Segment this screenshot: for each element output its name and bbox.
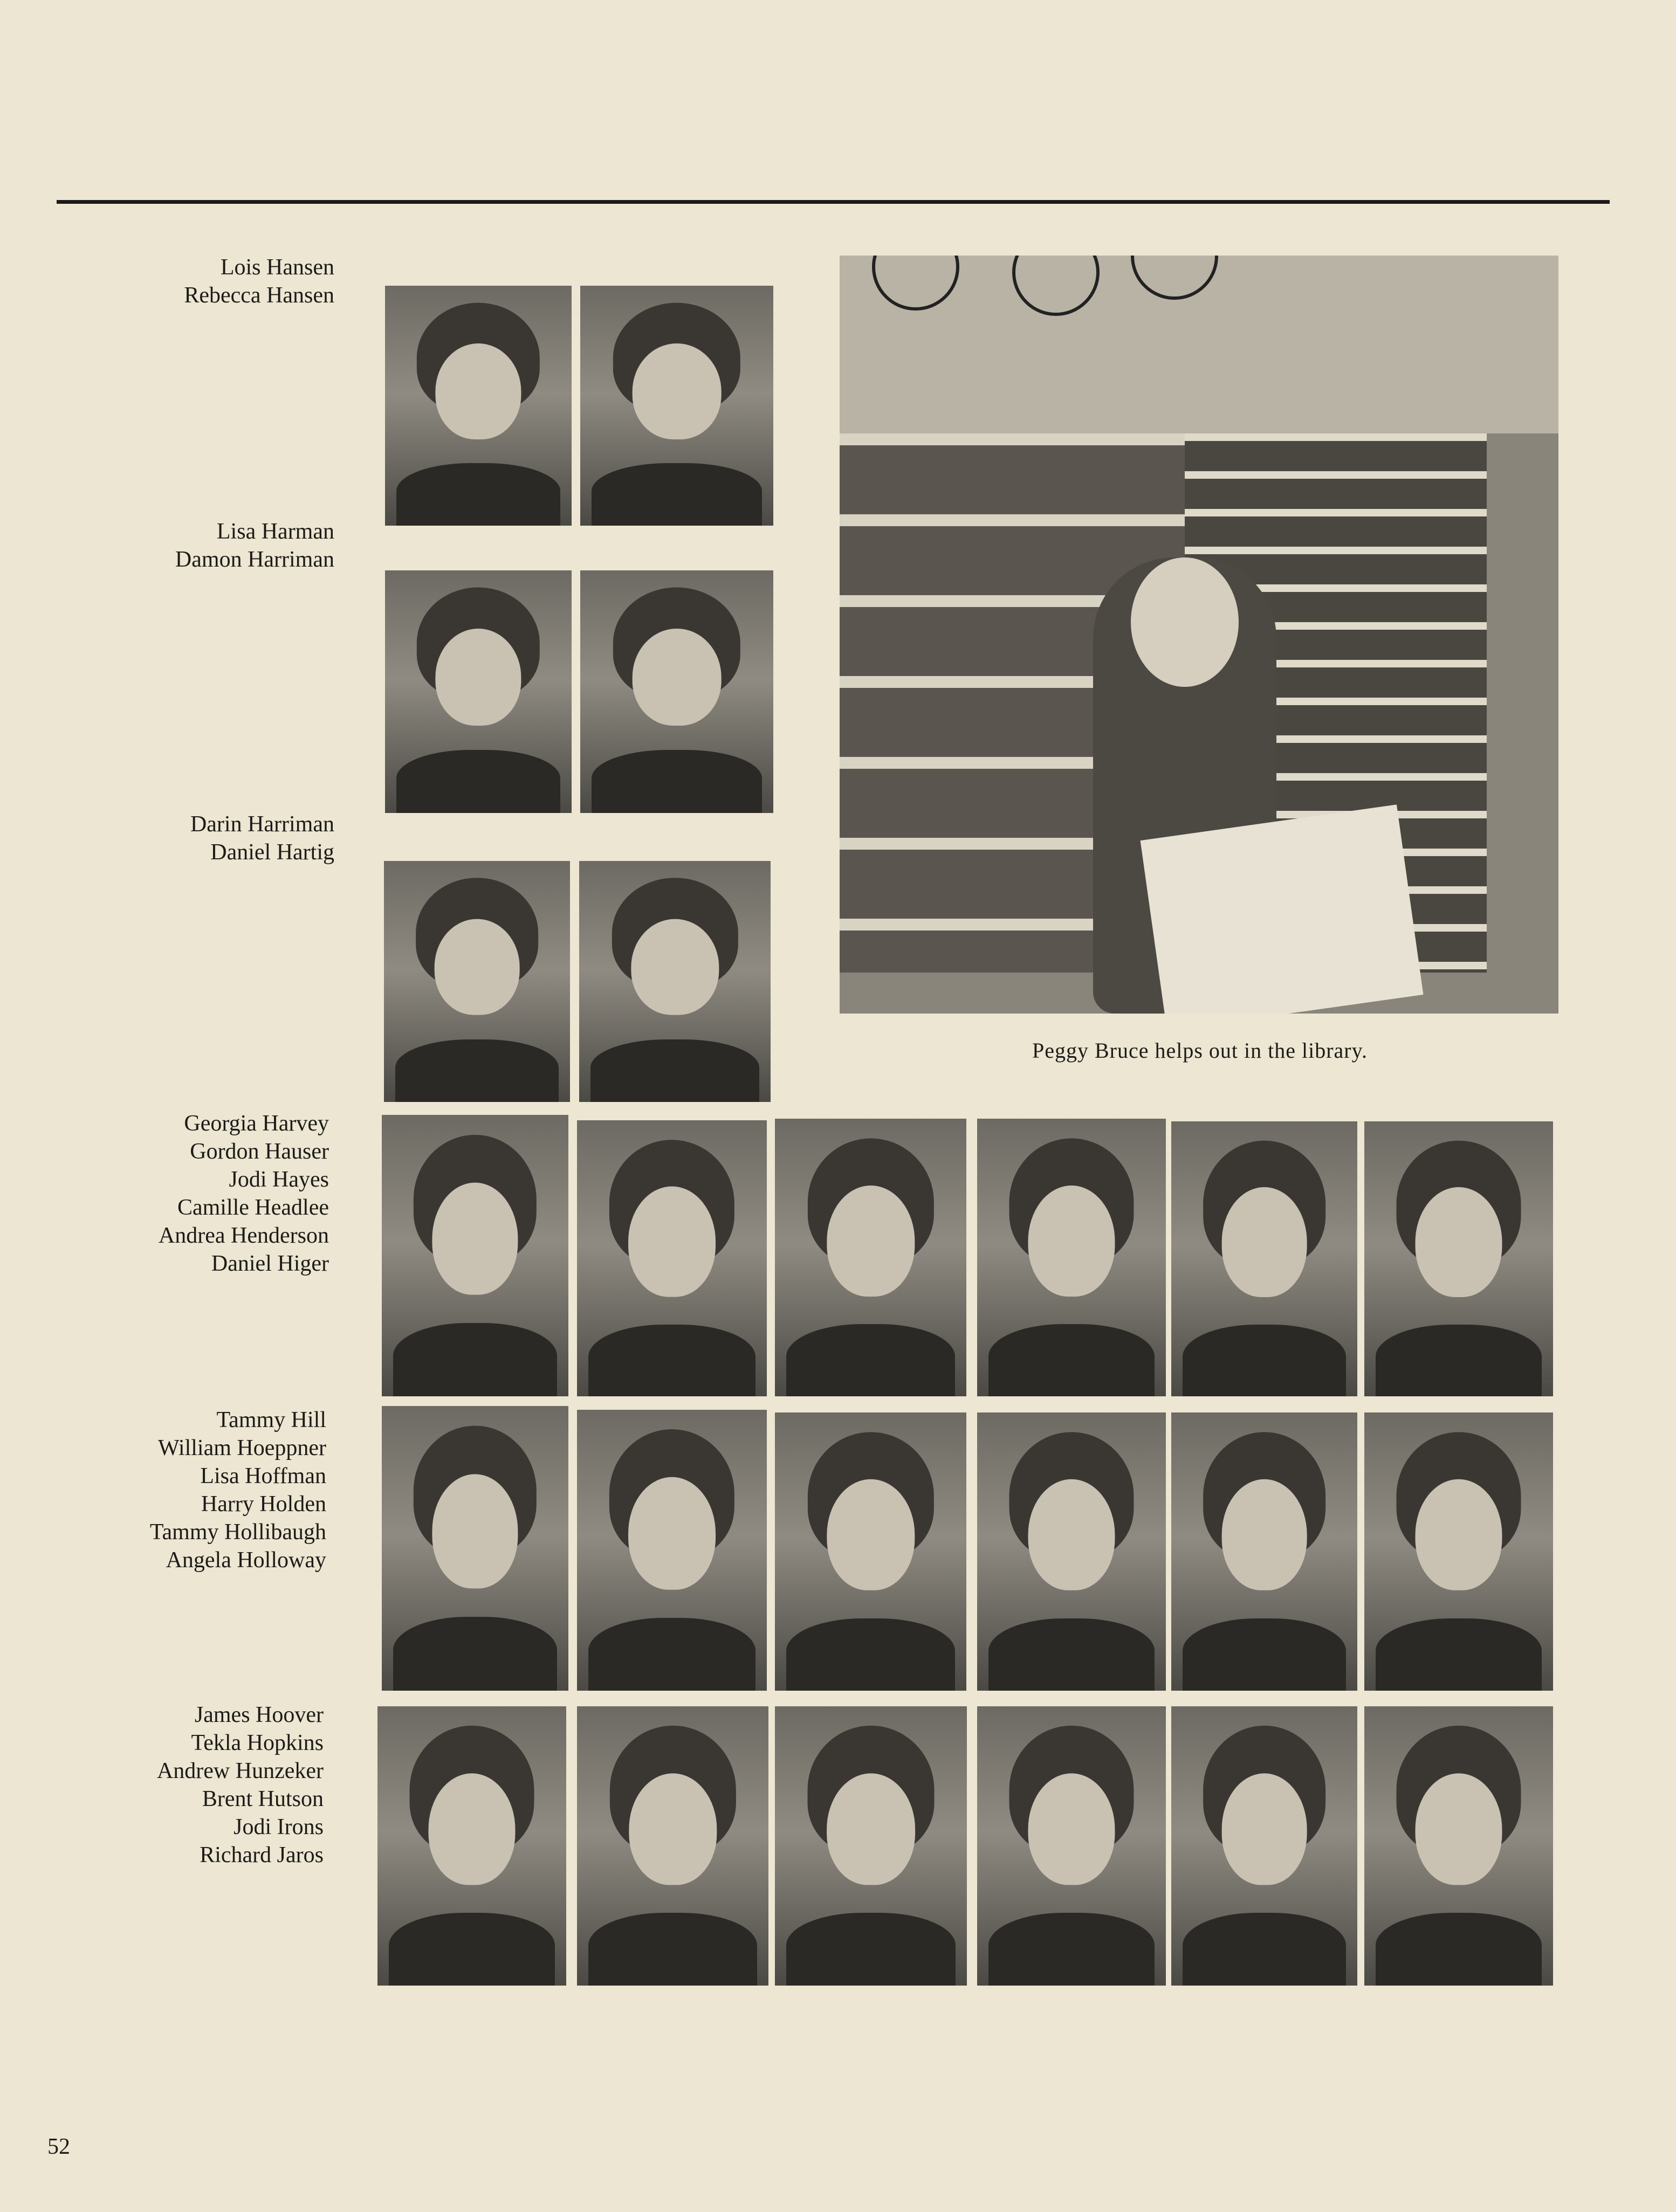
student-portrait bbox=[580, 570, 773, 813]
student-name: Georgia Harvey bbox=[184, 1111, 329, 1136]
student-name: Daniel Higer bbox=[211, 1251, 329, 1276]
student-name: William Hoeppner bbox=[157, 1436, 326, 1460]
student-portrait bbox=[1364, 1706, 1553, 1986]
name-list-row-6 bbox=[43, 1701, 324, 1869]
student-name: Camille Headlee bbox=[177, 1195, 329, 1220]
student-portrait bbox=[580, 286, 773, 526]
student-name: James Hoover bbox=[194, 1703, 324, 1727]
student-name: Lois Hansen bbox=[220, 255, 334, 280]
student-name: Daniel Hartig bbox=[210, 840, 334, 865]
student-portrait bbox=[977, 1119, 1166, 1396]
student-name: Tekla Hopkins bbox=[191, 1731, 324, 1755]
student-portrait bbox=[577, 1120, 767, 1396]
student-portrait bbox=[382, 1115, 568, 1396]
student-name: Jodi Irons bbox=[233, 1815, 324, 1839]
student-portrait bbox=[579, 861, 771, 1102]
name-list-row-5 bbox=[46, 1406, 326, 1574]
name-list-row-3 bbox=[54, 810, 334, 866]
student-portrait bbox=[775, 1706, 967, 1986]
student-portrait bbox=[577, 1410, 767, 1691]
page-number: 52 bbox=[47, 2134, 70, 2159]
student-name: Rebecca Hansen bbox=[184, 283, 334, 308]
student-portrait bbox=[1171, 1706, 1357, 1986]
student-name: Darin Harriman bbox=[190, 812, 334, 837]
student-portrait bbox=[1171, 1121, 1357, 1396]
student-portrait bbox=[577, 1706, 768, 1986]
student-portrait bbox=[377, 1706, 566, 1986]
student-name: Tammy Hollibaugh bbox=[149, 1520, 326, 1545]
photo-caption: Peggy Bruce helps out in the library. bbox=[1032, 1038, 1368, 1063]
student-portrait bbox=[775, 1119, 966, 1396]
student-portrait bbox=[977, 1412, 1166, 1691]
student-portrait bbox=[1364, 1121, 1553, 1396]
student-portrait bbox=[977, 1706, 1166, 1986]
student-portrait bbox=[385, 570, 572, 813]
name-list-row-4 bbox=[49, 1110, 329, 1278]
name-list-row-1 bbox=[54, 253, 334, 309]
student-name: Harry Holden bbox=[201, 1492, 326, 1517]
student-name: Damon Harriman bbox=[175, 547, 334, 572]
student-portrait bbox=[1171, 1412, 1357, 1691]
header-rule bbox=[57, 200, 1610, 204]
student-portrait bbox=[382, 1406, 568, 1691]
student-name: Lisa Harman bbox=[216, 519, 334, 544]
student-name: Brent Hutson bbox=[202, 1787, 324, 1811]
student-name: Angela Holloway bbox=[166, 1548, 326, 1573]
student-name: Tammy Hill bbox=[216, 1408, 326, 1432]
name-list-row-2 bbox=[54, 518, 334, 574]
student-name: Lisa Hoffman bbox=[200, 1464, 326, 1489]
library-photo bbox=[840, 256, 1558, 1014]
student-name: Jodi Hayes bbox=[229, 1167, 329, 1192]
student-portrait bbox=[1364, 1412, 1553, 1691]
student-portrait bbox=[384, 861, 570, 1102]
student-name: Richard Jaros bbox=[200, 1843, 324, 1868]
student-name: Andrea Henderson bbox=[158, 1223, 329, 1248]
student-name: Gordon Hauser bbox=[190, 1139, 329, 1164]
student-name: Andrew Hunzeker bbox=[156, 1759, 324, 1783]
student-portrait bbox=[385, 286, 572, 526]
student-portrait bbox=[775, 1412, 966, 1691]
